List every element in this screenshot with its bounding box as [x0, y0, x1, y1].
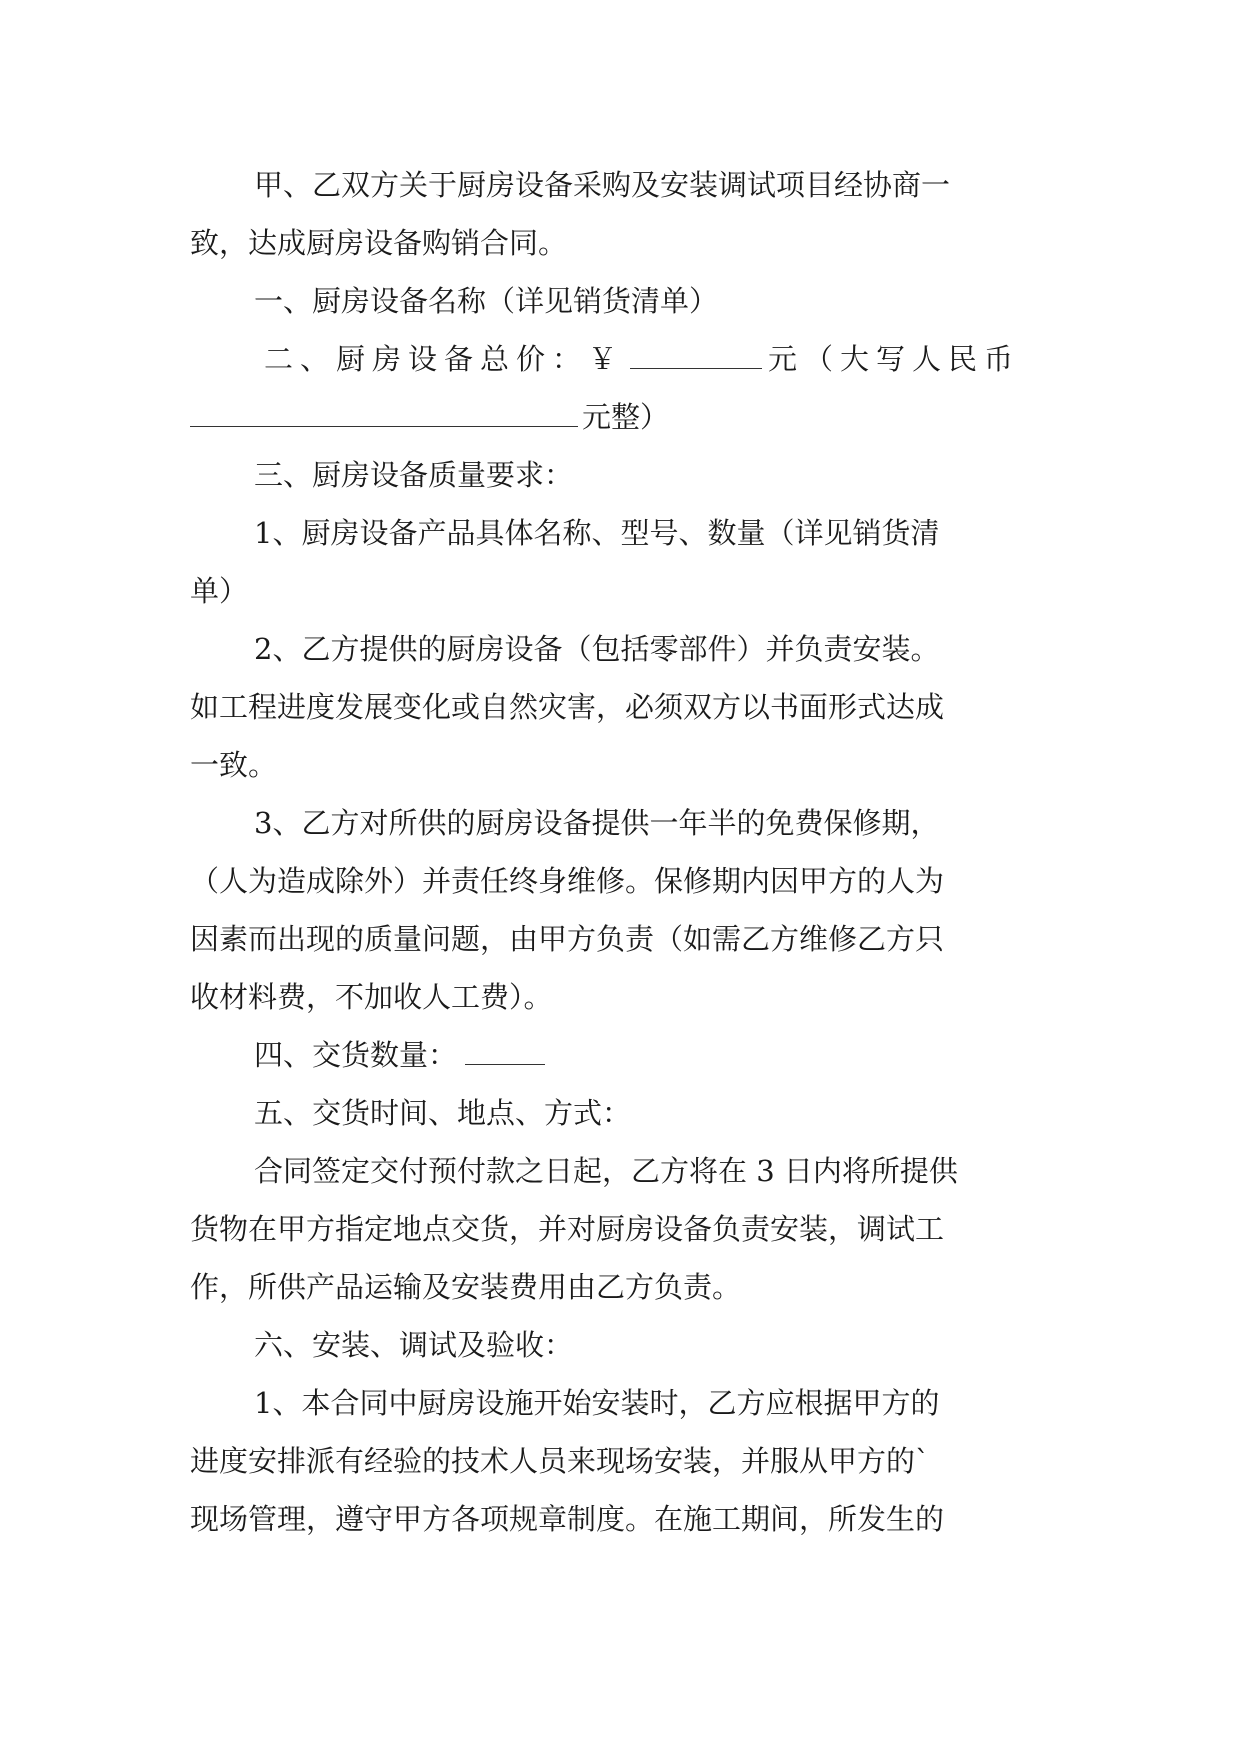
section-5-body-line-1: 合同签定交付预付款之日起，乙方将在 3 日内将所提供 [254, 1154, 958, 1188]
intro-line-2: 致，达成厨房设备购销合同。 [190, 226, 568, 260]
section-5-body-line-3: 作，所供产品运输及安装费用由乙方负责。 [190, 1270, 742, 1304]
section-3-item-1-line-1: 1、厨房设备产品具体名称、型号、数量（详见销货清 [254, 516, 940, 550]
section-5-heading: 五、交货时间、地点、方式： [254, 1096, 632, 1130]
quantity-label: 四、交货数量： [254, 1038, 458, 1072]
quantity-blank [465, 1032, 545, 1065]
section-3-item-2-line-2: 如工程进度发展变化或自然灾害，必须双方以书面形式达成 [190, 690, 945, 724]
price-label: 二、厨房设备总价：￥ [264, 342, 625, 376]
price-tail-label: 元整） [582, 400, 670, 434]
section-3-item-1-line-2: 单） [190, 574, 249, 608]
section-3-item-2-line-1: 2、乙方提供的厨房设备（包括零部件）并负责安装。 [254, 632, 940, 666]
price-uppercase-blank [190, 394, 578, 427]
section-6-item-1-line-3: 现场管理，遵守甲方各项规章制度。在施工期间，所发生的 [190, 1502, 945, 1536]
contract-body [190, 156, 1050, 1548]
section-6-heading: 六、安装、调试及验收： [254, 1328, 574, 1362]
section-1-equipment-name: 一、厨房设备名称（详见销货清单） [254, 284, 719, 318]
price-unit-label: 元（大写人民币 [768, 342, 1021, 376]
section-2-total-price [190, 330, 1050, 388]
section-6-item-1-line-1: 1、本合同中厨房设施开始安装时，乙方应根据甲方的 [254, 1386, 940, 1420]
section-6-item-1-line-2: 进度安排派有经验的技术人员来现场安装，并服从甲方的` [190, 1444, 930, 1478]
section-4-delivery-quantity [190, 1026, 1050, 1084]
intro-line-1: 甲、乙双方关于厨房设备采购及安装调试项目经协商一 [254, 168, 951, 202]
section-3-item-3-line-3: 因素而出现的质量问题，由甲方负责（如需乙方维修乙方只 [190, 922, 945, 956]
section-3-item-3-line-4: 收材料费，不加收人工费）。 [190, 980, 553, 1014]
section-5-body-line-2: 货物在甲方指定地点交货，并对厨房设备负责安装，调试工 [190, 1212, 945, 1246]
section-3-item-2-line-3: 一致。 [190, 748, 278, 782]
price-amount-blank [630, 336, 762, 369]
section-3-item-3-line-1: 3、乙方对所供的厨房设备提供一年半的免费保修期， [254, 806, 940, 840]
section-2-total-price-cont [190, 388, 1050, 446]
section-3-heading: 三、厨房设备质量要求： [254, 458, 574, 492]
section-3-item-3-line-2: （人为造成除外）并责任终身维修。保修期内因甲方的人为 [190, 864, 945, 898]
